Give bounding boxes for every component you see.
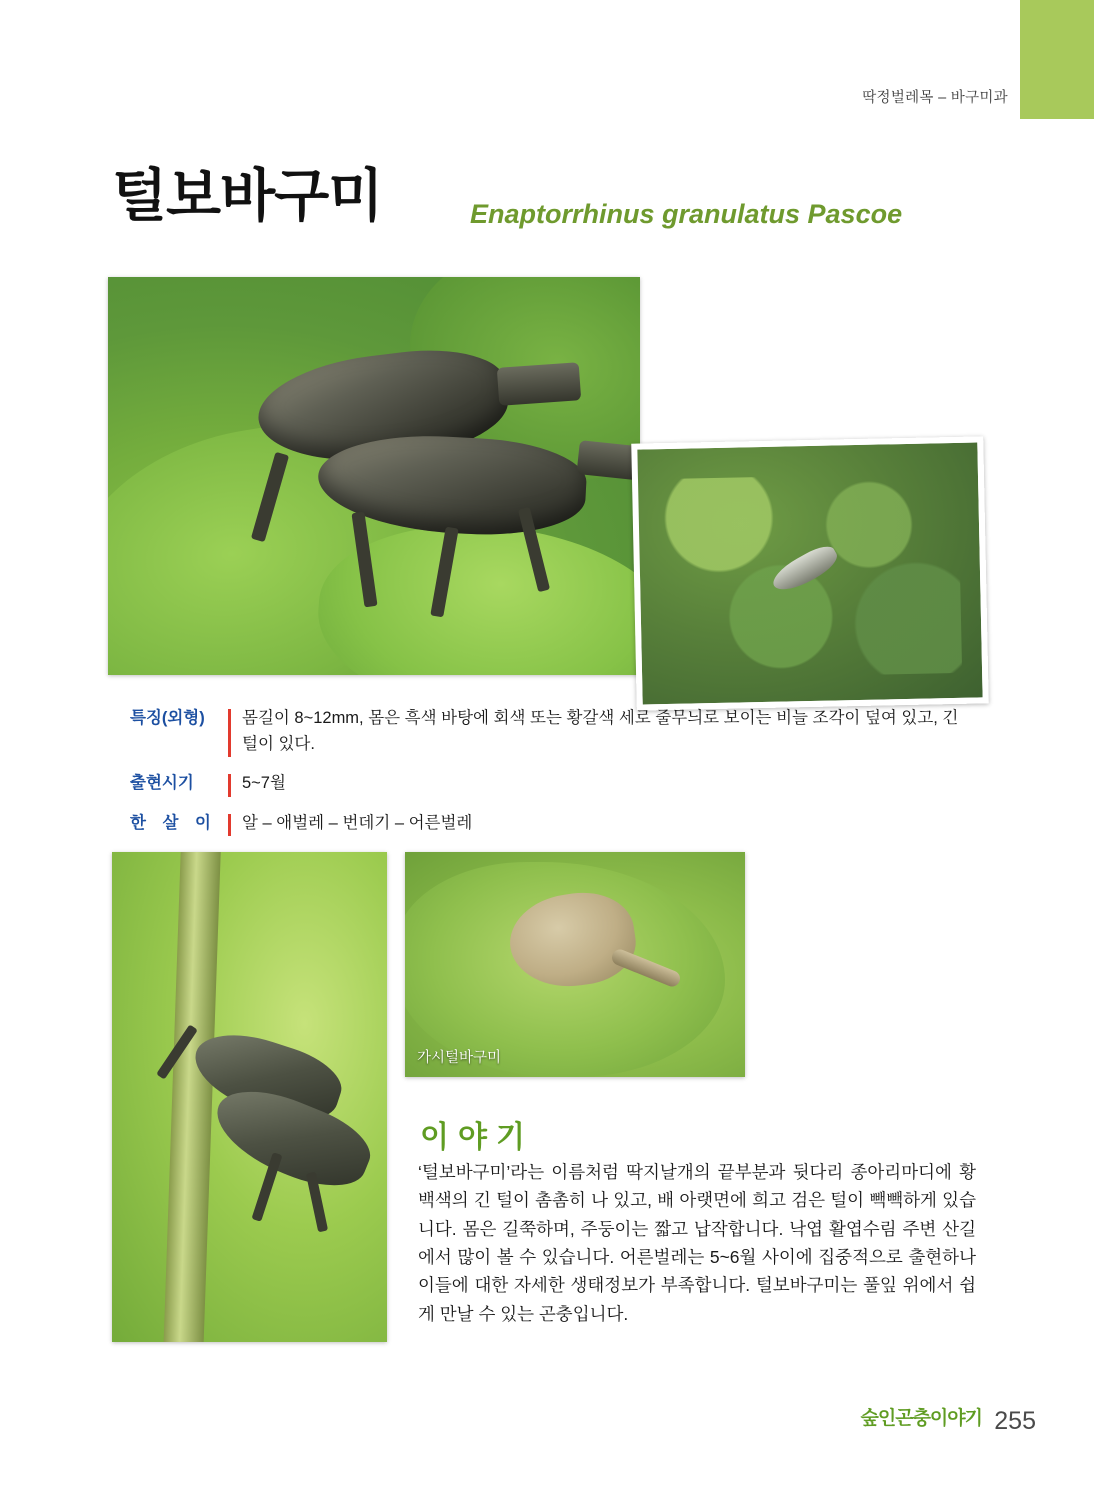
main-photo	[108, 277, 640, 675]
stem-photo-scene	[112, 852, 387, 1342]
inset-photo-scene	[637, 442, 982, 704]
fact-value: 5~7월	[242, 774, 286, 793]
story-body: ‘털보바구미’라는 이름처럼 딱지날개의 끝부분과 뒷다리 종아리마디에 황백색의 긴 털이 촘촘히 나 있고, 배 아랫면에 희고 검은 털이 빽빽하게 있습니다. 몸은 길쭉하며, 주둥이는 짧고 납작합니다. 낙엽 활엽수림 주변 산길에서 많이 볼 수 있습니다. 어른벌레는 5~6월 사이에 집중적으로 출현하나 이들에 대한 자세한 생태정보가 부족합니다. 털보바구미는 풀잎 위에서 쉽게 만날 수 있는 곤충입니다.	[418, 1162, 976, 1324]
fact-label: 한 살 이	[130, 813, 217, 832]
other-species-photo	[405, 852, 745, 1077]
fact-value: 몸길이 8~12mm, 몸은 흑색 바탕에 회색 또는 황갈색 세로 줄무늬로 보이는 비늘 조각이 덮여 있고, 긴 털이 있다.	[242, 709, 959, 753]
fact-value: 알 – 애벌레 – 번데기 – 어른벌레	[242, 813, 473, 832]
scientific-name: Enaptorrhinus granulatus Pascoe	[470, 199, 903, 229]
fact-label: 출현시기	[130, 774, 194, 793]
page-title: 털보바구미	[112, 164, 383, 228]
stem-photo	[112, 852, 387, 1342]
story-title: 이야기	[420, 1121, 534, 1154]
page-number: 255	[994, 1407, 1036, 1435]
breadcrumb: 딱정벌레목 – 바구미과	[862, 90, 1008, 106]
fact-separator	[228, 709, 231, 757]
inset-photo	[631, 436, 989, 710]
fact-row	[130, 811, 970, 837]
fact-list	[130, 706, 970, 850]
weevil-snout	[497, 362, 581, 406]
photo-caption: 가시털바구미	[417, 1050, 502, 1066]
plant-stem	[163, 852, 221, 1342]
fact-row	[130, 771, 970, 797]
footer-logo: 숲인곤충이야기	[860, 1408, 982, 1429]
fact-label: 특징(외형)	[130, 709, 205, 727]
other-photo-scene	[405, 852, 745, 1077]
fact-separator	[228, 774, 231, 797]
main-photo-scene	[108, 277, 640, 675]
fact-row	[130, 706, 970, 757]
fact-separator	[228, 814, 231, 837]
corner-tab	[1020, 0, 1094, 120]
header-divider	[0, 119, 1094, 120]
